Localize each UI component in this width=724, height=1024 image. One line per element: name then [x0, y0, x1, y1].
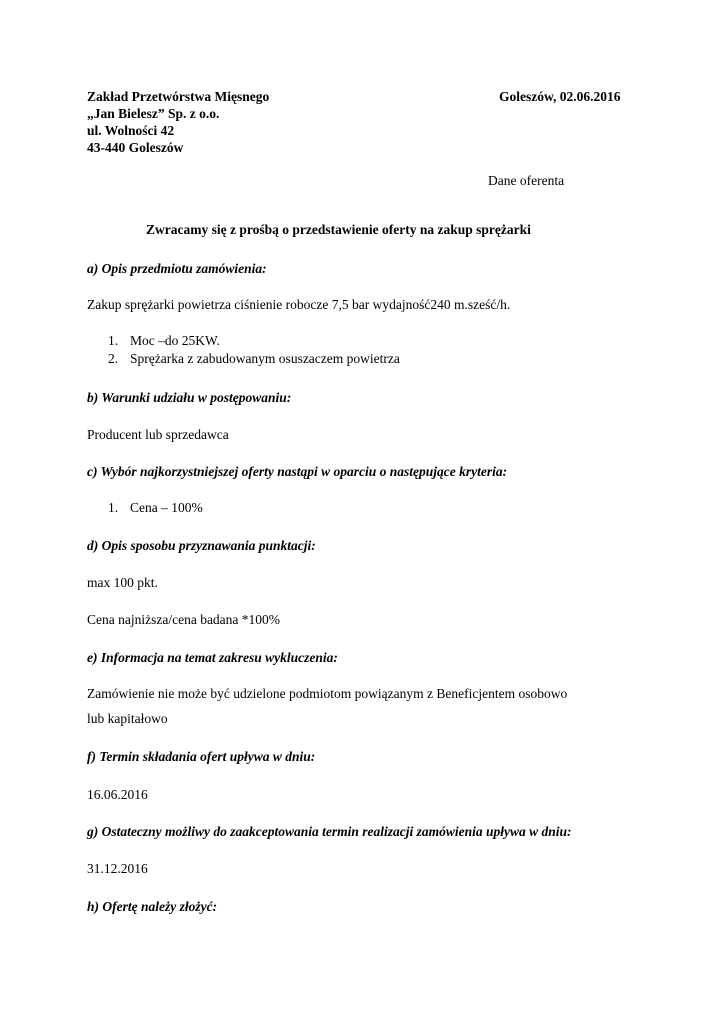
list-item-number: 1.: [108, 333, 119, 348]
section-f-date: 16.06.2016: [87, 787, 148, 802]
section-g-heading: g) Ostateczny możliwy do zaakceptowania termin realizacji zamówienia upływa w dniu:: [87, 824, 572, 839]
section-d-text-formula: Cena najniższa/cena badana *100%: [87, 612, 281, 627]
sender-company: Zakład Przetwórstwa Mięsnego: [87, 89, 270, 104]
section-e-text-line1: Zamówienie nie może być udzielone podmiotom powiązanym z Beneficjentem osobowo: [87, 686, 568, 701]
list-item-number: 2.: [108, 351, 119, 366]
section-e-heading: e) Informacja na temat zakresu wykluczenia:: [87, 650, 338, 665]
list-item-text: Sprężarka z zabudowanym osuszaczem powietrza: [130, 351, 400, 366]
section-e-text-line2: lub kapitałowo: [87, 711, 168, 726]
section-a-text: Zakup sprężarki powietrza ciśnienie robocze 7,5 bar wydajność240 m.sześć/h.: [87, 297, 511, 312]
document-title: Zwracamy się z prośbą o przedstawienie oferty na zakup sprężarki: [146, 222, 531, 237]
section-b-text: Producent lub sprzedawca: [87, 427, 229, 442]
section-f-heading: f) Termin składania ofert upływa w dniu:: [87, 749, 316, 764]
section-a-list: [108, 332, 400, 368]
sender-address: [87, 88, 269, 156]
list-item-text: Cena – 100%: [130, 500, 203, 515]
section-d-text-max: max 100 pkt.: [87, 575, 158, 590]
sender-city: 43-440 Goleszów: [87, 140, 184, 155]
section-a-heading: a) Opis przedmiotu zamówienia:: [87, 261, 267, 276]
section-b-heading: b) Warunki udziału w postępowaniu:: [87, 390, 292, 405]
section-c-heading: c) Wybór najkorzystniejszej oferty nastąpi w oparciu o następujące kryteria:: [87, 464, 508, 479]
section-g-date: 31.12.2016: [87, 861, 148, 876]
section-d-heading: d) Opis sposobu przyznawania punktacji:: [87, 538, 316, 553]
list-item-text: Moc –do 25KW.: [130, 333, 220, 348]
sender-street: ul. Wolności 42: [87, 123, 175, 138]
list-item: [108, 350, 400, 368]
place-date: Goleszów, 02.06.2016: [499, 89, 621, 104]
section-h-heading: h) Ofertę należy złożyć:: [87, 899, 218, 914]
section-c-list: [108, 499, 203, 517]
offeror-data-label: Dane oferenta: [488, 173, 565, 188]
sender-company-name: „Jan Bielesz” Sp. z o.o.: [87, 106, 220, 121]
list-item: [108, 499, 203, 517]
list-item: [108, 332, 400, 350]
list-item-number: 1.: [108, 500, 119, 515]
